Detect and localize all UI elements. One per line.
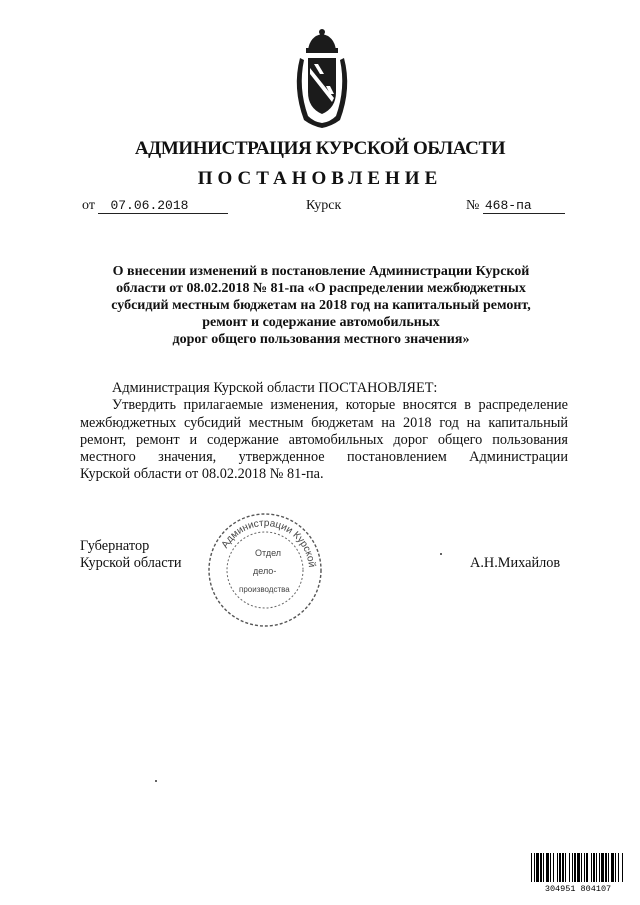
barcode-bar [618,853,619,882]
body-line: Утвердить прилагаемые изменения, которые вносятся в распределение [112,397,568,414]
organization-title: АДМИНИСТРАЦИЯ КУРСКОЙ ОБЛАСТИ [134,138,506,159]
body-line: местного значения, утвержденное постановлением Администрации [80,449,568,466]
date-prefix: от [82,198,95,213]
position-line: Курской области [80,555,182,571]
barcode-bar [593,853,595,882]
city-label: Курск [306,198,342,213]
barcode-bar [611,853,614,882]
subject-line: О внесении изменений в постановление Администрации Курской [112,264,530,279]
subject-line: дорог общего пользования местного значения» [172,332,470,347]
body-line: Курской области от 08.02.2018 № 81-па. [80,466,324,483]
barcode-bar [531,853,532,882]
barcode-bar [584,853,585,882]
barcode-icon [530,852,626,892]
barcode-bar [591,853,592,882]
number-field [466,198,565,214]
barcode-bar [557,853,558,882]
round-seal-stamp-icon [205,510,325,630]
barcode-bar [546,853,549,882]
position-line: Губернатор [80,538,150,554]
barcode-bar [577,853,580,882]
barcode-bar [601,853,604,882]
date-value: 07.06.2018 [98,199,228,214]
subject-line: ремонт и содержание автомобильных [202,315,440,330]
barcode-bar [615,853,616,882]
subject-line: субсидий местным бюджетам на 2018 год на капитальный ремонт, [111,298,531,313]
document-subject [74,263,568,348]
signatory-name: А.Н.Михайлов [470,555,561,571]
barcode-bar [605,853,607,882]
body-line: ремонт, ремонт и содержание автомобильных дорог общего пользования [80,431,568,448]
number-value: 468-па [483,199,565,214]
barcode-bar [565,853,566,882]
stamp-center-line: Отдел [255,548,282,558]
barcode-number: 304951 804107 [544,884,612,892]
signatory-position [80,538,182,572]
barcode-bar [569,853,570,882]
number-prefix: № [466,198,480,213]
barcode-bar [550,853,551,882]
stamp-center-line: дело- [253,566,277,576]
barcode-bar [572,853,573,882]
barcode-bar [536,853,539,882]
barcode-bar [581,853,582,882]
date-field [82,198,228,214]
barcode-bar [559,853,561,882]
svg-text:Администрации Курской [220,518,317,568]
barcode-bar [553,853,554,882]
document-type: ПОСТАНОВЛЕНИЕ [197,168,443,189]
coat-of-arms-icon [290,28,354,132]
body-opening: Администрация Курской области ПОСТАНОВЛЯЕТ: [112,380,438,396]
document-body [80,380,568,484]
barcode-bar [586,853,588,882]
barcode-bar [562,853,564,882]
subject-line: области от 08.02.2018 № 81-па «О распределении межбюджетных [116,281,526,296]
barcode-bar [608,853,609,882]
barcode-bar [534,853,535,882]
barcode-bar [543,853,544,882]
barcode-bar [540,853,542,882]
barcode-bar [622,853,623,882]
barcode-bar [596,853,597,882]
barcode-bar [599,853,600,882]
stamp-center-line: производства [239,585,290,594]
body-line: межбюджетных субсидий местным бюджетам на 2018 год на капитальный [80,414,568,431]
barcode-bar [574,853,576,882]
stamp-ring-text: Администрации Курской [219,517,317,568]
